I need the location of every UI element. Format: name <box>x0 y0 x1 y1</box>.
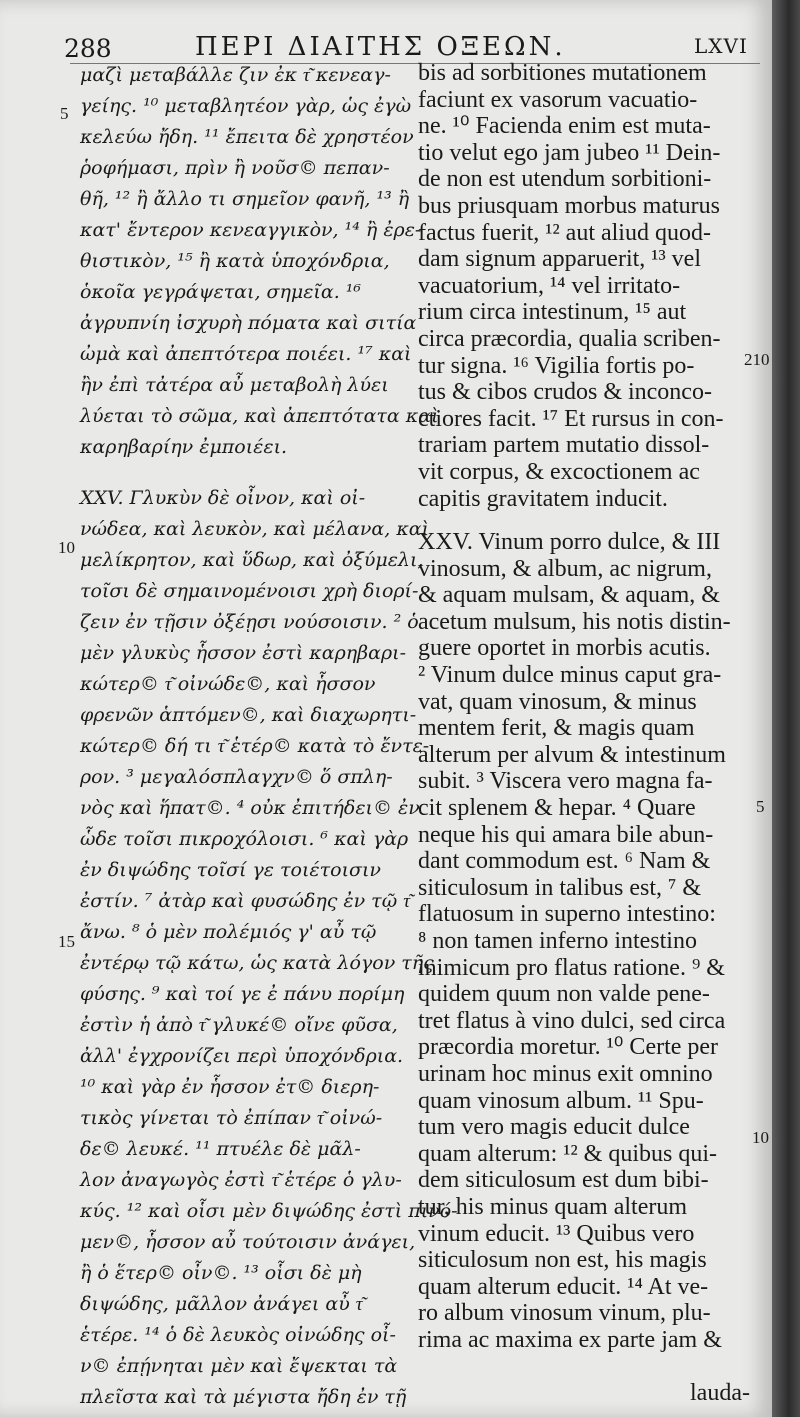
greek-line: φύσης. ⁹ καὶ τοί γε ἐ πάνυ πορίμη <box>80 983 405 1005</box>
page-edge-shadow <box>772 0 800 1417</box>
latin-line: dant commodum est. ⁶ Nam & <box>418 848 711 875</box>
latin-line: dam signum apparuerit, ¹³ vel <box>418 246 701 273</box>
latin-line: quam vinosum album. ¹¹ Spu- <box>418 1087 704 1114</box>
paragraph-gap <box>418 512 758 529</box>
greek-line: ἐν διψώδης τοῖσί γε τοιέτοισιν <box>80 859 381 881</box>
latin-line: acetum mulsum, his notis distin- <box>418 608 731 635</box>
latin-line-number-5: 5 <box>756 797 765 816</box>
latin-line: trariam partem mutatio dissol- <box>418 432 710 459</box>
greek-line: ἀλλ' ἐγχρονίζει περὶ ὑποχόνδρια. <box>80 1045 404 1067</box>
latin-line: præcordia moretur. ¹⁰ Certe per <box>418 1034 719 1061</box>
latin-line: quam alterum educit. ¹⁴ At ve- <box>418 1273 709 1300</box>
greek-line: XXV. Γλυκὺν δὲ οἶνον, καὶ οἰ- <box>80 487 366 509</box>
latin-line: ne. ¹⁰ Facienda enim est muta- <box>418 113 711 140</box>
latin-line: flatuosum in superno intestino: <box>418 901 716 928</box>
greek-line-number-10: 10 <box>58 538 75 557</box>
greek-line: ζειν ἐν τῇσιν ὀξέῃσι νούσοισιν. ² ὁ <box>80 611 419 633</box>
greek-line: μεν©, ἧσσον αὖ τούτοισιν ἀνάγει, <box>80 1231 416 1253</box>
latin-line: dem siticulosum est dum bibi- <box>418 1167 709 1194</box>
latin-line: vat, quam vinosum, & minus <box>418 688 697 715</box>
latin-line: vinum educit. ¹³ Quibus vero <box>418 1220 695 1247</box>
greek-line: μαζὶ μεταβάλλε ζιν ἐκ τ͂ κενεαγ- <box>80 64 391 86</box>
latin-line: bis ad sorbitiones mutationem <box>418 60 707 86</box>
latin-line: alterum per alvum & intestinum <box>418 741 726 768</box>
section-folio: LXVI <box>694 34 748 58</box>
greek-line: ρον. ³ μεγαλόσπλαγχν© ὅ σπλη- <box>80 766 393 788</box>
latin-line-number-210: 210 <box>744 350 770 369</box>
latin-line: factus fuerit, ¹² aut aliud quod- <box>418 219 711 246</box>
latin-line: tus & cibos crudos & inconco- <box>418 379 712 406</box>
greek-line: μὲν γλυκὺς ἧσσον ἐστὶ καρηβαρι- <box>80 642 406 664</box>
latin-line: ⁸ non tamen inferno intestino <box>418 928 697 954</box>
latin-line: urinam hoc minus exit omnino <box>418 1060 713 1087</box>
greek-line: ν© ἐπῄνηται μὲν καὶ ἔψεκται τὰ <box>80 1355 398 1377</box>
latin-line: circa præcordia, qualia scriben- <box>418 325 721 352</box>
latin-line: capitis gravitatem inducit. <box>418 485 668 512</box>
greek-line: ἢν ἐπὶ τἀτέρα αὖ μεταβολὴ λύει <box>80 374 389 396</box>
latin-line: quidem quum non valde pene- <box>418 981 710 1008</box>
greek-line: ὧδε τοῖσι πικροχόλοισι. ⁶ καὶ γὰρ <box>80 828 409 850</box>
latin-line: ² Vinum dulce minus caput gra- <box>418 662 722 689</box>
greek-line: γείης. ¹⁰ μεταβλητέον γὰρ, ὡς ἐγὼ <box>80 95 412 117</box>
greek-line: ἑτέρε. ¹⁴ ὁ δὲ λευκὸς οἰνώδης οἶ- <box>80 1324 396 1346</box>
latin-line: rima ac maxima ex parte jam & <box>418 1326 722 1353</box>
latin-line: guere oportet in morbis acutis. <box>418 635 711 662</box>
greek-line: λύεται τὸ σῶμα, καὶ ἀπεπτότατα καὶ <box>80 405 439 427</box>
latin-line: de non est utendum sorbitioni- <box>418 166 712 193</box>
greek-line: ἀγρυπνίη ἰσχυρὴ πόματα καὶ σιτία <box>80 312 417 334</box>
greek-line: κατ' ἔντερον κενεαγγικὸν, ¹⁴ ἢ ἐρε- <box>80 219 422 241</box>
page-number: 288 <box>64 34 112 63</box>
greek-text-column <box>80 60 458 1413</box>
greek-line: καρηβαρίην ἐμποιέει. <box>80 436 288 458</box>
greek-line: τικὸς γίνεται τὸ ἐπίπαν τ͂ οἰνώ- <box>80 1107 383 1129</box>
greek-line: κύς. ¹² καὶ οἷσι μὲν διψώδης ἐστὶ πινό- <box>80 1200 458 1222</box>
greek-line: πλεῖστα καὶ τὰ μέγιστα ἤδη ἐν τῇ <box>80 1386 407 1408</box>
latin-line: mentem ferit, & magis quam <box>418 715 695 742</box>
paragraph-gap <box>80 463 410 483</box>
latin-line: subit. ³ Viscera vero magna fa- <box>418 768 713 795</box>
greek-line: ῥοφήμασι, πρὶν ἢ νοῦσ© πεπαν- <box>80 157 390 179</box>
latin-line: siticulosum non est, his magis <box>418 1247 707 1274</box>
greek-line: δε© λευκέ. ¹¹ πτυέλε δὲ μᾶλ- <box>80 1138 361 1160</box>
greek-line: ἢ ὁ ἕτερ© οἶν©. ¹³ οἷσι δὲ μὴ <box>80 1262 362 1284</box>
latin-line: tur signa. ¹⁶ Vigilia fortis po- <box>418 352 695 379</box>
greek-line: ἄνω. ⁸ ὁ μὲν πολέμιός γ' αὖ τῷ <box>80 921 377 943</box>
latin-line: vinosum, & album, ac nigrum, <box>418 555 712 582</box>
greek-line: θιστικὸν, ¹⁵ ἢ κατὰ ὑποχόνδρια, <box>80 250 390 272</box>
latin-line: bus priusquam morbus maturus <box>418 192 720 219</box>
latin-line: inimicum pro flatus ratione. ⁹ & <box>418 954 725 981</box>
running-title: ΠΕΡΙ ΔΙΑΙΤΗΣ ΟΞΕΩΝ. <box>195 32 566 62</box>
greek-line: ἐστὶν ἡ ἀπὸ τ͂ γλυκέ© οἴνε φῦσα, <box>80 1014 398 1036</box>
latin-line-number-10: 10 <box>752 1128 769 1147</box>
greek-line: κώτερ© τ͂ οἰνώδε©, καὶ ἧσσον <box>80 673 376 695</box>
greek-line: τοῖσι δὲ σημαινομένοισι χρὴ διορί- <box>80 580 419 602</box>
greek-line: νὸς καὶ ἥπατ©. ⁴ οὐκ ἐπιτήδει© ἐν <box>80 797 420 819</box>
greek-line: νώδεα, καὶ λευκὸν, καὶ μέλανα, καὶ <box>80 518 430 540</box>
latin-line: XXV. Vinum porro dulce, & III <box>418 529 721 556</box>
greek-line: φρενῶν ἁπτόμεν©, καὶ διαχωρητι- <box>80 704 417 726</box>
greek-line-number-15: 15 <box>58 932 75 951</box>
greek-line: μελίκρητον, καὶ ὕδωρ, καὶ ὀξύμελι, <box>80 549 424 571</box>
greek-line: λον ἀναγωγὸς ἐστὶ τ͂ ἑτέρε ὁ γλυ- <box>80 1169 402 1191</box>
greek-line: κελεύω ἤδη. ¹¹ ἔπειτα δὲ χρηστέον <box>80 126 414 148</box>
latin-line: faciunt ex vasorum vacuatio- <box>418 86 698 113</box>
greek-line-number-5: 5 <box>60 104 69 123</box>
latin-line: tur, his minus quam alterum <box>418 1193 688 1220</box>
latin-line: rium circa intestinum, ¹⁵ aut <box>418 299 687 326</box>
greek-line: θῆ, ¹² ἢ ἄλλο τι σημεῖον φανῆ, ¹³ ἢ <box>80 188 410 210</box>
greek-line: ὁκοῖα γεγράψεται, σημεῖα. ¹⁶ <box>80 281 362 303</box>
latin-line: tio velut ego jam jubeo ¹¹ Dein- <box>418 139 721 166</box>
catchword: lauda- <box>690 1380 750 1406</box>
latin-line: ro album vinosum vinum, plu- <box>418 1300 711 1327</box>
latin-line: siticulosum in talibus est, ⁷ & <box>418 874 702 901</box>
latin-text-column <box>418 60 758 1354</box>
latin-line: quam alterum: ¹² & quibus qui- <box>418 1140 718 1167</box>
latin-line: & aquam mulsam, & aquam, & <box>418 582 720 609</box>
latin-line: neque his qui amara bile abun- <box>418 821 714 848</box>
greek-line: διψώδης, μᾶλλον ἀνάγει αὖ τ͂ <box>80 1293 363 1315</box>
latin-line: vit corpus, & excoctionem ac <box>418 458 700 485</box>
greek-line: ¹⁰ καὶ γὰρ ἐν ἧσσον ἐτ© διερη- <box>80 1076 380 1098</box>
greek-line: ἐστίν. ⁷ ἀτὰρ καὶ φυσώδης ἐν τῷ τ͂ <box>80 890 411 912</box>
latin-line: ctiores facit. ¹⁷ Et rursus in con- <box>418 405 724 432</box>
latin-line: tum vero magis educit dulce <box>418 1114 690 1141</box>
greek-line: ἐντέρῳ τῷ κάτω, ὡς κατὰ λόγον τῆς <box>80 952 434 974</box>
latin-line: cit splenem & hepar. ⁴ Quare <box>418 795 696 822</box>
greek-line: ὠμὰ καὶ ἀπεπτότερα ποιέει. ¹⁷ καὶ <box>80 343 412 365</box>
latin-line: vacuatorium, ¹⁴ vel irritato- <box>418 272 681 299</box>
greek-line: κώτερ© δή τι τ͂ ἑτέρ© κατὰ τὸ ἔντε- <box>80 735 430 757</box>
latin-line: tret flatus à vino dulci, sed circa <box>418 1007 726 1034</box>
